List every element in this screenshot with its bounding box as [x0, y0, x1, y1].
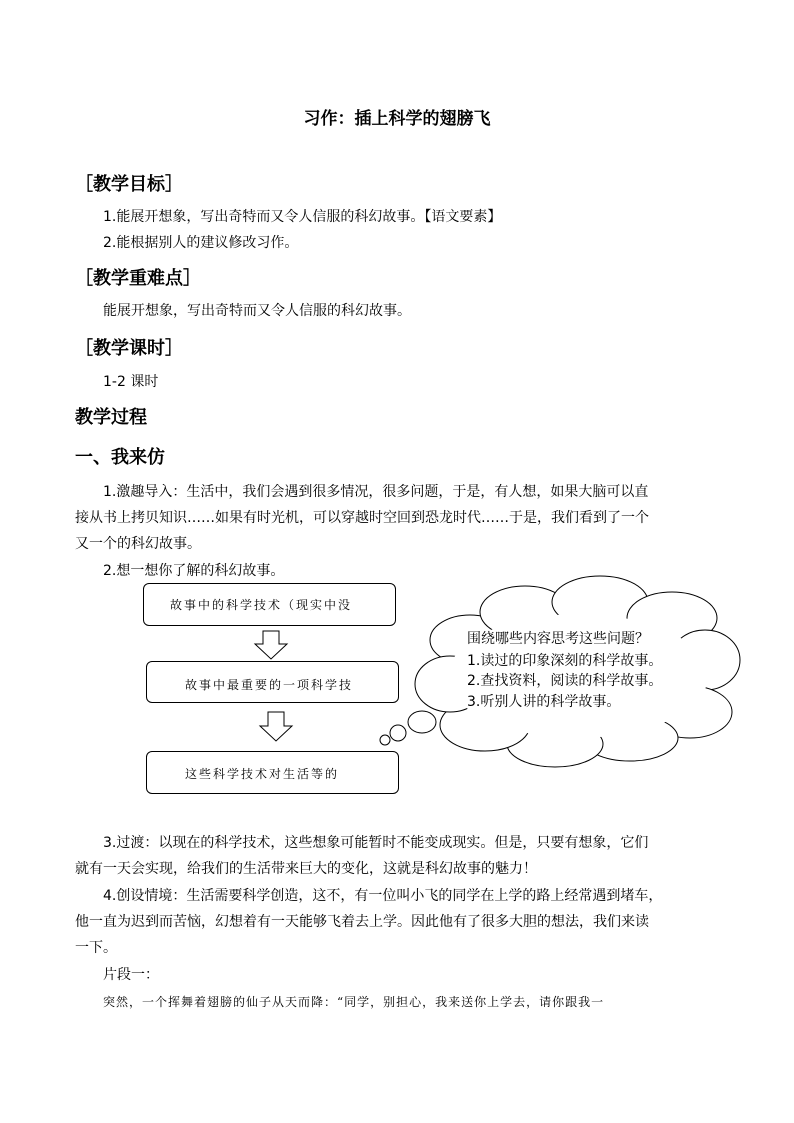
process-heading: 教学过程	[75, 407, 147, 428]
down-arrow-1	[255, 631, 287, 659]
part1-heading: 一、我来仿	[75, 447, 165, 468]
flowchart-box-3-text: 这些科学技术对生活等的	[185, 767, 340, 781]
down-arrow-2	[260, 712, 292, 741]
cloud-item-1: 1.读过的印象深刻的科学故事。	[467, 653, 663, 669]
hours-text: 1-2 课时	[103, 374, 159, 390]
thought-bubble-small	[380, 735, 390, 745]
paragraph-3-line-1: 3.过渡：以现在的科学技术，这些想象可能暂时不能变成现实。但是，只要有想象，它们	[103, 835, 649, 851]
excerpt-line-1: 突然，一个挥舞着翅膀的仙子从天而降：“同学，别担心，我来送你上学去，请你跟我一	[103, 995, 605, 1009]
paragraph-1-line-1: 1.激趣导入：生活中，我们会遇到很多情况，很多问题，于是，有人想，如果大脑可以直	[103, 484, 649, 500]
hours-heading: ［教学课时］	[75, 338, 183, 359]
thought-bubble-large	[408, 711, 436, 733]
goals-heading: ［教学目标］	[75, 174, 183, 195]
flowchart-box-2	[146, 661, 399, 703]
flowchart-box-2-text: 故事中最重要的一项科学技	[185, 678, 354, 692]
paragraph-1-line-3: 又一个的科幻故事。	[75, 536, 201, 552]
cloud-item-3: 3.听别人讲的科学故事。	[467, 694, 621, 710]
paragraph-3-line-2: 就有一天会实现，给我们的生活带来巨大的变化，这就是科幻故事的魅力！	[75, 861, 537, 877]
paragraph-2: 2.想一想你了解的科幻故事。	[103, 563, 285, 579]
paragraph-1-line-2: 接从书上拷贝知识……如果有时光机，可以穿越时空回到恐龙时代……于是，我们看到了一个	[75, 510, 649, 526]
paragraph-4-line-1: 4.创设情境：生活需要科学创造，这不，有一位叫小飞的同学在上学的路上经常遇到堵车，	[103, 888, 663, 904]
paragraph-4-line-3: 一下。	[75, 940, 117, 956]
cloud-item-2: 2.查找资料，阅读的科学故事。	[467, 673, 663, 689]
flowchart-box-1-text: 故事中的科学技术（现实中没	[170, 598, 353, 612]
thought-bubble-medium	[390, 725, 406, 741]
goal-item-1: 1.能展开想象，写出奇特而又令人信服的科幻故事。【语文要素】	[103, 209, 502, 225]
cloud-heading: 围绕哪些内容思考这些问题？	[467, 631, 649, 647]
focus-heading: ［教学重难点］	[75, 268, 201, 289]
page-title: 习作：插上科学的翅膀飞	[303, 109, 491, 129]
paragraph-4-line-2: 他一直为迟到而苦恼，幻想着有一天能够飞着去上学。因此他有了很多大胆的想法，我们来读	[75, 914, 649, 930]
flowchart-box-1	[143, 583, 396, 626]
flowchart-box-3	[146, 751, 399, 794]
focus-text: 能展开想象，写出奇特而又令人信服的科幻故事。	[103, 303, 411, 319]
excerpt-label: 片段一：	[103, 967, 159, 983]
goal-item-2: 2.能根据别人的建议修改习作。	[103, 235, 299, 251]
